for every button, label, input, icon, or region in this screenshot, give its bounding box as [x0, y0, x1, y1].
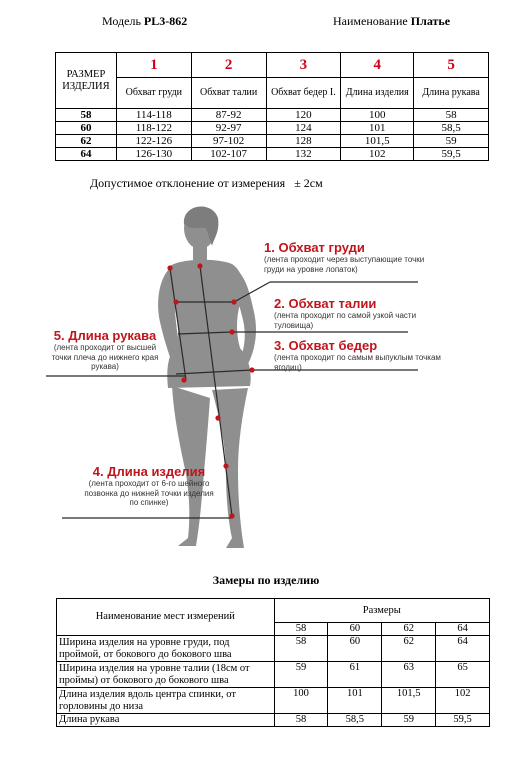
- table-cell: 59,5: [436, 714, 490, 727]
- size-col: 64: [436, 623, 490, 636]
- model-prefix: Модель: [102, 14, 141, 28]
- table-cell: 59,5: [414, 148, 489, 161]
- table-cell: 58,5: [414, 122, 489, 135]
- table-cell: 59: [274, 662, 328, 688]
- table-cell: 92-97: [191, 122, 266, 135]
- label-length: [84, 464, 214, 508]
- sizes-header: Размеры: [274, 599, 489, 623]
- table-row: [57, 636, 490, 662]
- model-value: PL3-862: [143, 14, 188, 28]
- measure-name: Длина изделия вдоль центра спинки, от горловины до низа: [57, 688, 275, 714]
- table-cell: 61: [328, 662, 382, 688]
- table-cell: 132: [266, 148, 341, 161]
- label-hips: [274, 338, 444, 372]
- label-chest-sub: (лента проходит через выступающие точки груди на уровне лопаток): [264, 255, 425, 274]
- table-cell: 58: [274, 636, 328, 662]
- col-4-number: 4: [341, 53, 414, 78]
- table-cell: 114-118: [116, 109, 191, 122]
- table-row: [56, 135, 489, 148]
- table-row: [56, 109, 489, 122]
- col-4-label: Длина изделия: [341, 78, 414, 109]
- table-cell: 65: [436, 662, 490, 688]
- label-sleeve: [50, 328, 160, 372]
- table-cell: 100: [341, 109, 414, 122]
- table-cell: 97-102: [191, 135, 266, 148]
- tolerance-note: [90, 176, 323, 191]
- col-3-number: 3: [266, 53, 341, 78]
- model-line: [102, 14, 187, 29]
- label-waist-title: 2. Обхват талии: [274, 296, 377, 311]
- label-hips-sub: (лента проходит по самым выпуклым точкам ягодиц): [274, 353, 441, 372]
- name-value: Платье: [410, 14, 451, 28]
- table-cell: 60: [328, 636, 382, 662]
- measure-name: Ширина изделия на уровне груди, под проймой, от бокового до бокового шва: [57, 636, 275, 662]
- table-cell: 58: [414, 109, 489, 122]
- size-corner-label: РАЗМЕР ИЗДЕЛИЯ: [56, 53, 117, 109]
- name-prefix: Наименование: [333, 14, 408, 28]
- label-chest-title: 1. Обхват груди: [264, 240, 365, 255]
- table-cell: 62: [382, 636, 436, 662]
- table-cell: 87-92: [191, 109, 266, 122]
- table-cell: 101: [341, 122, 414, 135]
- table-cell: 124: [266, 122, 341, 135]
- col-1-number: 1: [116, 53, 191, 78]
- table-cell: 64: [436, 636, 490, 662]
- measure-name: Длина рукава: [57, 714, 275, 727]
- size-col: 62: [382, 623, 436, 636]
- table-cell: 59: [382, 714, 436, 727]
- table-cell: 101,5: [382, 688, 436, 714]
- label-waist-sub: (лента проходит по самой узкой части туловища): [274, 311, 417, 330]
- size-col: 58: [274, 623, 328, 636]
- col-2-label: Обхват талии: [191, 78, 266, 109]
- tolerance-text: Допустимое отклонение от измерения: [90, 176, 286, 190]
- col-5-label: Длина рукава: [414, 78, 489, 109]
- col-1-label: Обхват груди: [116, 78, 191, 109]
- table-cell: 120: [266, 109, 341, 122]
- label-length-title: 4. Длина изделия: [92, 464, 206, 479]
- name-line: [333, 14, 450, 29]
- col-2-number: 2: [191, 53, 266, 78]
- measurements-title: Замеры по изделию: [212, 573, 320, 587]
- label-sleeve-title: 5. Длина рукава: [53, 328, 157, 343]
- row-size: 62: [56, 135, 117, 148]
- table-row: [56, 122, 489, 135]
- label-chest: [264, 240, 444, 274]
- row-size: 64: [56, 148, 117, 161]
- table-cell: 59: [414, 135, 489, 148]
- size-table: [55, 52, 489, 161]
- table-cell: 102-107: [191, 148, 266, 161]
- measurements-table: [56, 598, 490, 727]
- table-cell: 102: [436, 688, 490, 714]
- label-hips-title: 3. Обхват бедер: [274, 338, 378, 353]
- table-cell: 122-126: [116, 135, 191, 148]
- table-cell: 101,5: [341, 135, 414, 148]
- size-col: 60: [328, 623, 382, 636]
- table-cell: 100: [274, 688, 328, 714]
- table-cell: 58: [274, 714, 328, 727]
- table-cell: 101: [328, 688, 382, 714]
- table-cell: 58,5: [328, 714, 382, 727]
- table-row: [57, 688, 490, 714]
- tolerance-value: ± 2см: [294, 176, 323, 190]
- table-row: [56, 148, 489, 161]
- table-cell: 126-130: [116, 148, 191, 161]
- table-cell: 63: [382, 662, 436, 688]
- table-cell: 118-122: [116, 122, 191, 135]
- measure-name: Ширина изделия на уровне талии (18см от проймы) от бокового до бокового шва: [57, 662, 275, 688]
- row-size: 60: [56, 122, 117, 135]
- table-row: [57, 662, 490, 688]
- label-waist: [274, 296, 424, 330]
- label-sleeve-sub: (лента проходит от высшей точки плеча до нижнего края рукава): [51, 343, 159, 371]
- col-3-label: Обхват бедер I.: [266, 78, 341, 109]
- row-size: 58: [56, 109, 117, 122]
- table-cell: 128: [266, 135, 341, 148]
- label-length-sub: (лента проходит от 6-го шейного позвонка до нижней точки изделия по спинке): [84, 479, 214, 507]
- name-header: Наименование мест измерений: [57, 599, 275, 636]
- table-row: [57, 714, 490, 727]
- col-5-number: 5: [414, 53, 489, 78]
- table-cell: 102: [341, 148, 414, 161]
